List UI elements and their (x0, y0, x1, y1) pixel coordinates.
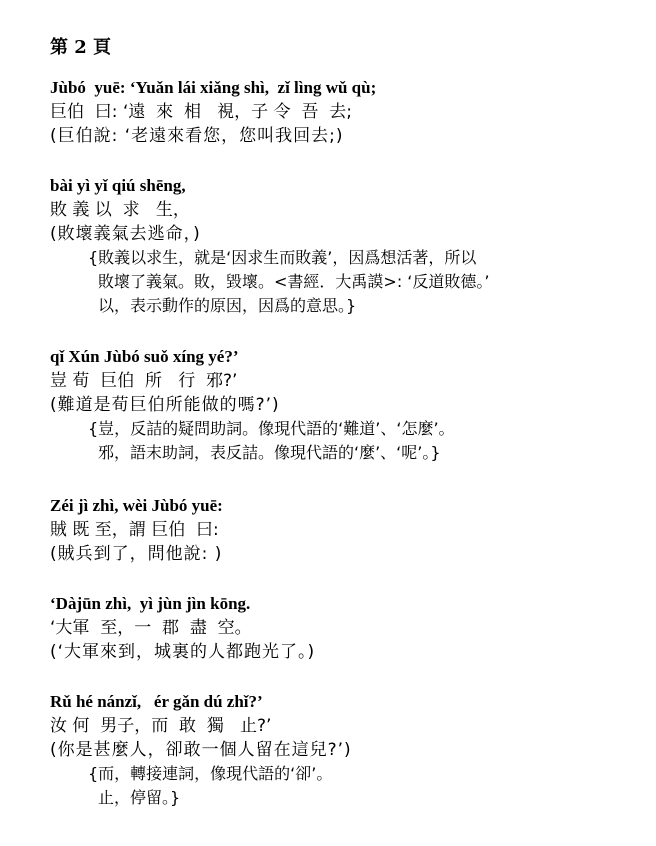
pinyin-line: Rǔ hé nánzǐ, ér gǎn dú zhǐ?’ (50, 692, 263, 711)
pinyin-line: Zéi jì zhì, wèi Jùbó yuē: (50, 496, 223, 515)
translation-line: (難道是荀巨伯所能做的嗎?’) (50, 395, 280, 415)
annotation-note-line: {而，轉接連詞，像現代語的‘卻’。 (88, 764, 333, 783)
passage-section (50, 174, 640, 318)
passage-section (50, 76, 640, 148)
translation-line: (你是甚麼人，卻敢一個人留在這兒?’) (50, 740, 352, 760)
annotation-note-line: 以，表示動作的原因，因爲的意思。} (98, 296, 357, 315)
pinyin-line: Jùbó yuē: ‘Yuǎn lái xiǎng shì, zǐ lìng wǔ qù; (50, 78, 377, 97)
passage-section (50, 592, 640, 664)
annotation-note-line: 止，停留。} (98, 788, 181, 807)
chinese-text-line: 賊 既 至，謂 巨伯 曰: (50, 520, 219, 540)
annotation-note-line: 邪，語末助詞，表反詰。像現代語的‘麼’、‘呢’。} (98, 443, 441, 462)
chinese-text-line: ‘大軍 至，一 郡 盡 空。 (50, 618, 252, 638)
passage-section (50, 494, 640, 566)
translation-line: (巨伯說: ‘老遠來看您，您叫我回去;) (50, 126, 344, 146)
passage-section (50, 345, 640, 465)
annotation-note-line: {敗義以求生，就是‘因求生而敗義’，因爲想活著，所以 (88, 248, 477, 267)
pinyin-line: ‘Dàjūn zhì, yì jùn jìn kōng. (50, 594, 251, 613)
chinese-text-line: 豈 荀 巨伯 所 行 邪?’ (50, 371, 238, 391)
translation-line: (賊兵到了，問他說: ) (50, 544, 223, 564)
page-number: 第 2 頁 (50, 37, 112, 58)
chinese-text-line: 汝 何 男子，而 敢 獨 止?’ (50, 716, 272, 736)
translation-line: (‘大軍來到，城裏的人都跑光了。) (50, 642, 316, 662)
translation-line: (敗壞義氣去逃命，) (50, 224, 201, 244)
passage-section (50, 690, 640, 810)
annotation-note-line: {豈，反詰的疑問助詞。像現代語的‘難道’、‘怎麼’。 (88, 419, 455, 438)
pinyin-line: bài yì yǐ qiú shēng, (50, 176, 186, 195)
annotation-note-line: 敗壞了義氣。敗，毀壞。<書經．大禹謨>: ‘反道敗德。’ (98, 272, 490, 291)
chinese-text-line: 巨伯 曰: ‘遠 來 相 視，子 令 吾 去; (50, 102, 352, 122)
pinyin-line: qǐ Xún Jùbó suǒ xíng yé?’ (50, 347, 239, 366)
chinese-text-line: 敗 義 以 求 生， (50, 200, 190, 220)
